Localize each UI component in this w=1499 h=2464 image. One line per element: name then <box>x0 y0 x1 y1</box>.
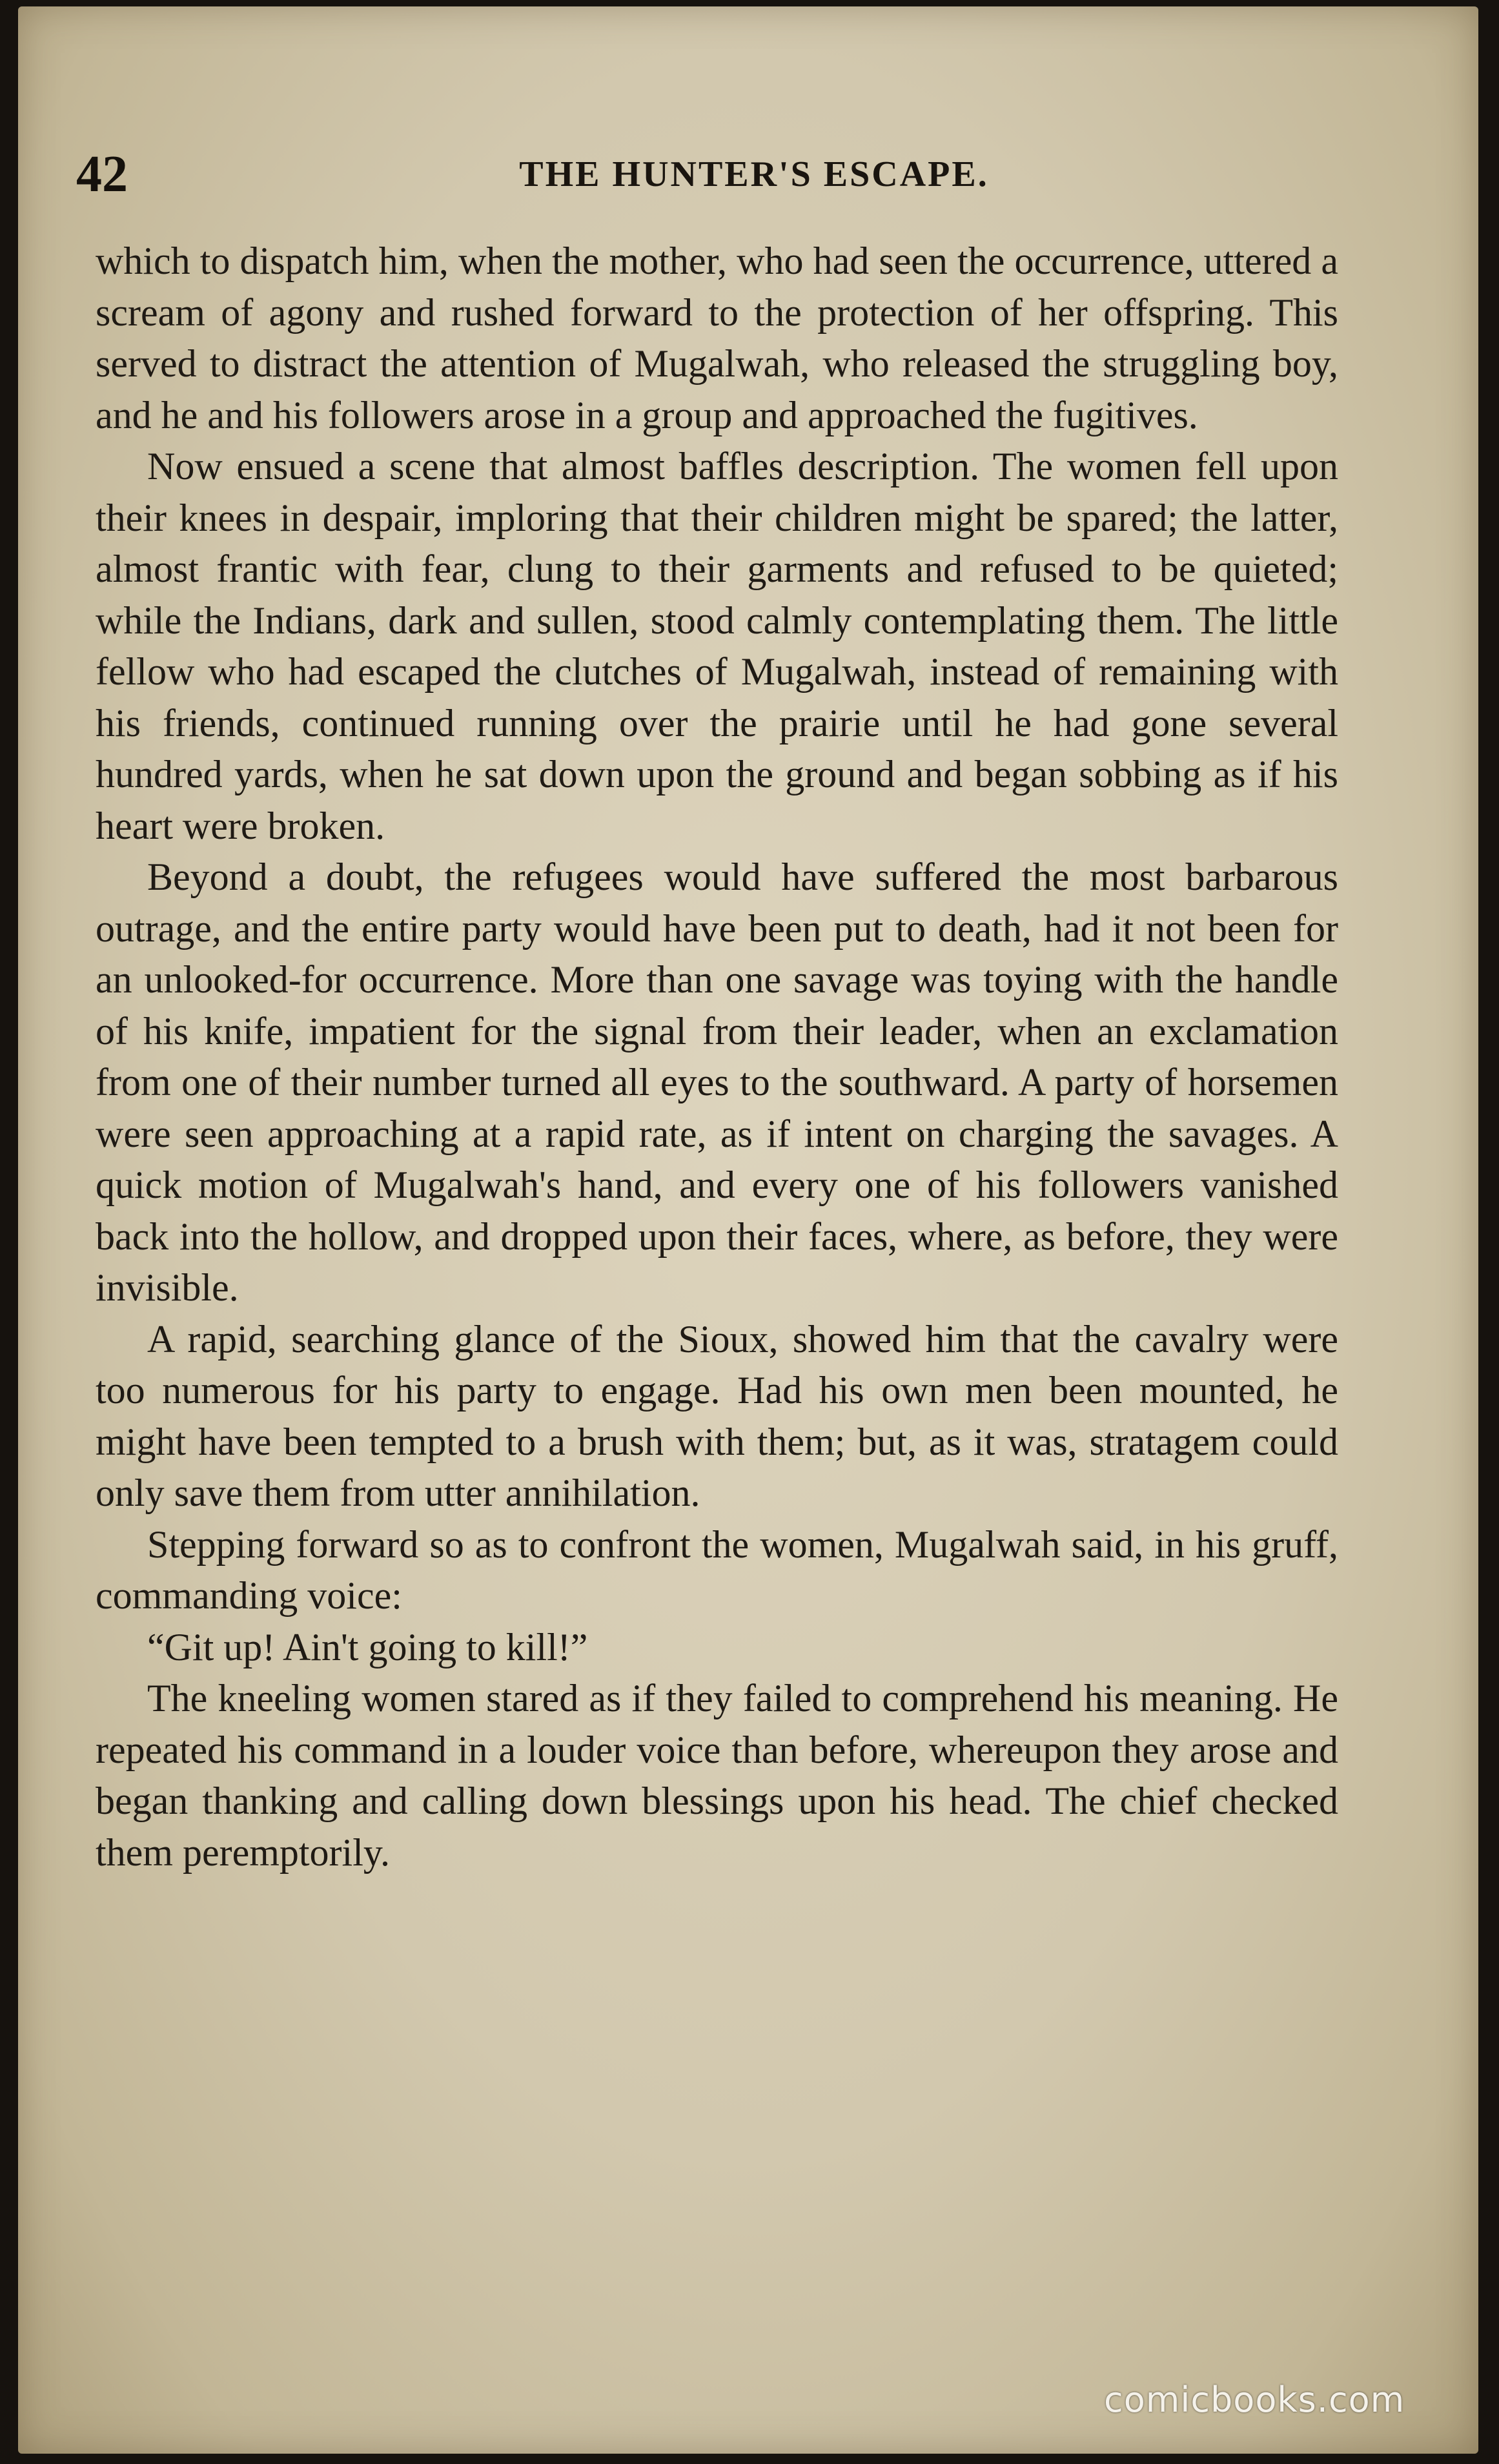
page-number: 42 <box>76 146 128 203</box>
running-title: THE HUNTER'S ESCAPE. <box>519 154 989 194</box>
body-text <box>96 236 1338 1878</box>
dialogue-line: “Git up! Ain't going to kill!” <box>147 1625 588 1668</box>
paragraph: A rapid, searching glance of the Sioux, showed him that the cavalry were too numerous for his party to engage. Had his own men been mounted, he might have been tempted to a brush with them; but, as it was, stratagem could only save them from utter annihilation. <box>96 1317 1338 1514</box>
book-page <box>18 6 1478 2454</box>
paragraph: which to dispatch him, when the mother, who had seen the occurrence, uttered a scream of agony and rushed forward to the protection of her offspring. This served to distract the attention of Mugalwah, who released the struggling boy, and he and his followers arose in a group and approached the fugitives. <box>96 240 1338 436</box>
paragraph: Stepping forward so as to confront the women, Mugalwah said, in his gruff, commanding voice: <box>96 1523 1338 1617</box>
paragraph: Now ensued a scene that almost baffles description. The women fell upon their knees in despair, imploring that their children might be spared; the latter, almost frantic with fear, clung to their garments and refused to be quieted; while the Indians, dark and sullen, stood calmly contemplating them. The little fellow who had escaped the clutches of Mugalwah, instead of remaining with his friends, continued running over the prairie until he had gone several hundred yards, when he sat down upon the ground and began sobbing as if his heart were broken. <box>96 445 1338 847</box>
paragraph: Beyond a doubt, the refugees would have suffered the most barbarous outrage, and the entire party would have been put to death, had it not been for an unlooked-for occurrence. More than one savage was toying with the handle of his knife, impatient for the signal from their leader, when an exclamation from one of their number turned all eyes to the southward. A party of horsemen were seen approaching at a rapid rate, as if intent on charging the savages. A quick motion of Mugalwah's hand, and every one of his followers vanished back into the hollow, and dropped upon their faces, where, as before, they were invisible. <box>96 856 1338 1309</box>
paragraph: The kneeling women stared as if they failed to comprehend his meaning. He repeated his command in a louder voice than before, whereupon they arose and began thanking and calling down blessings upon his head. The chief checked them peremptorily. <box>96 1677 1338 1874</box>
site-watermark: comicbooks.com <box>1104 2379 1405 2420</box>
page-header <box>76 145 1432 203</box>
